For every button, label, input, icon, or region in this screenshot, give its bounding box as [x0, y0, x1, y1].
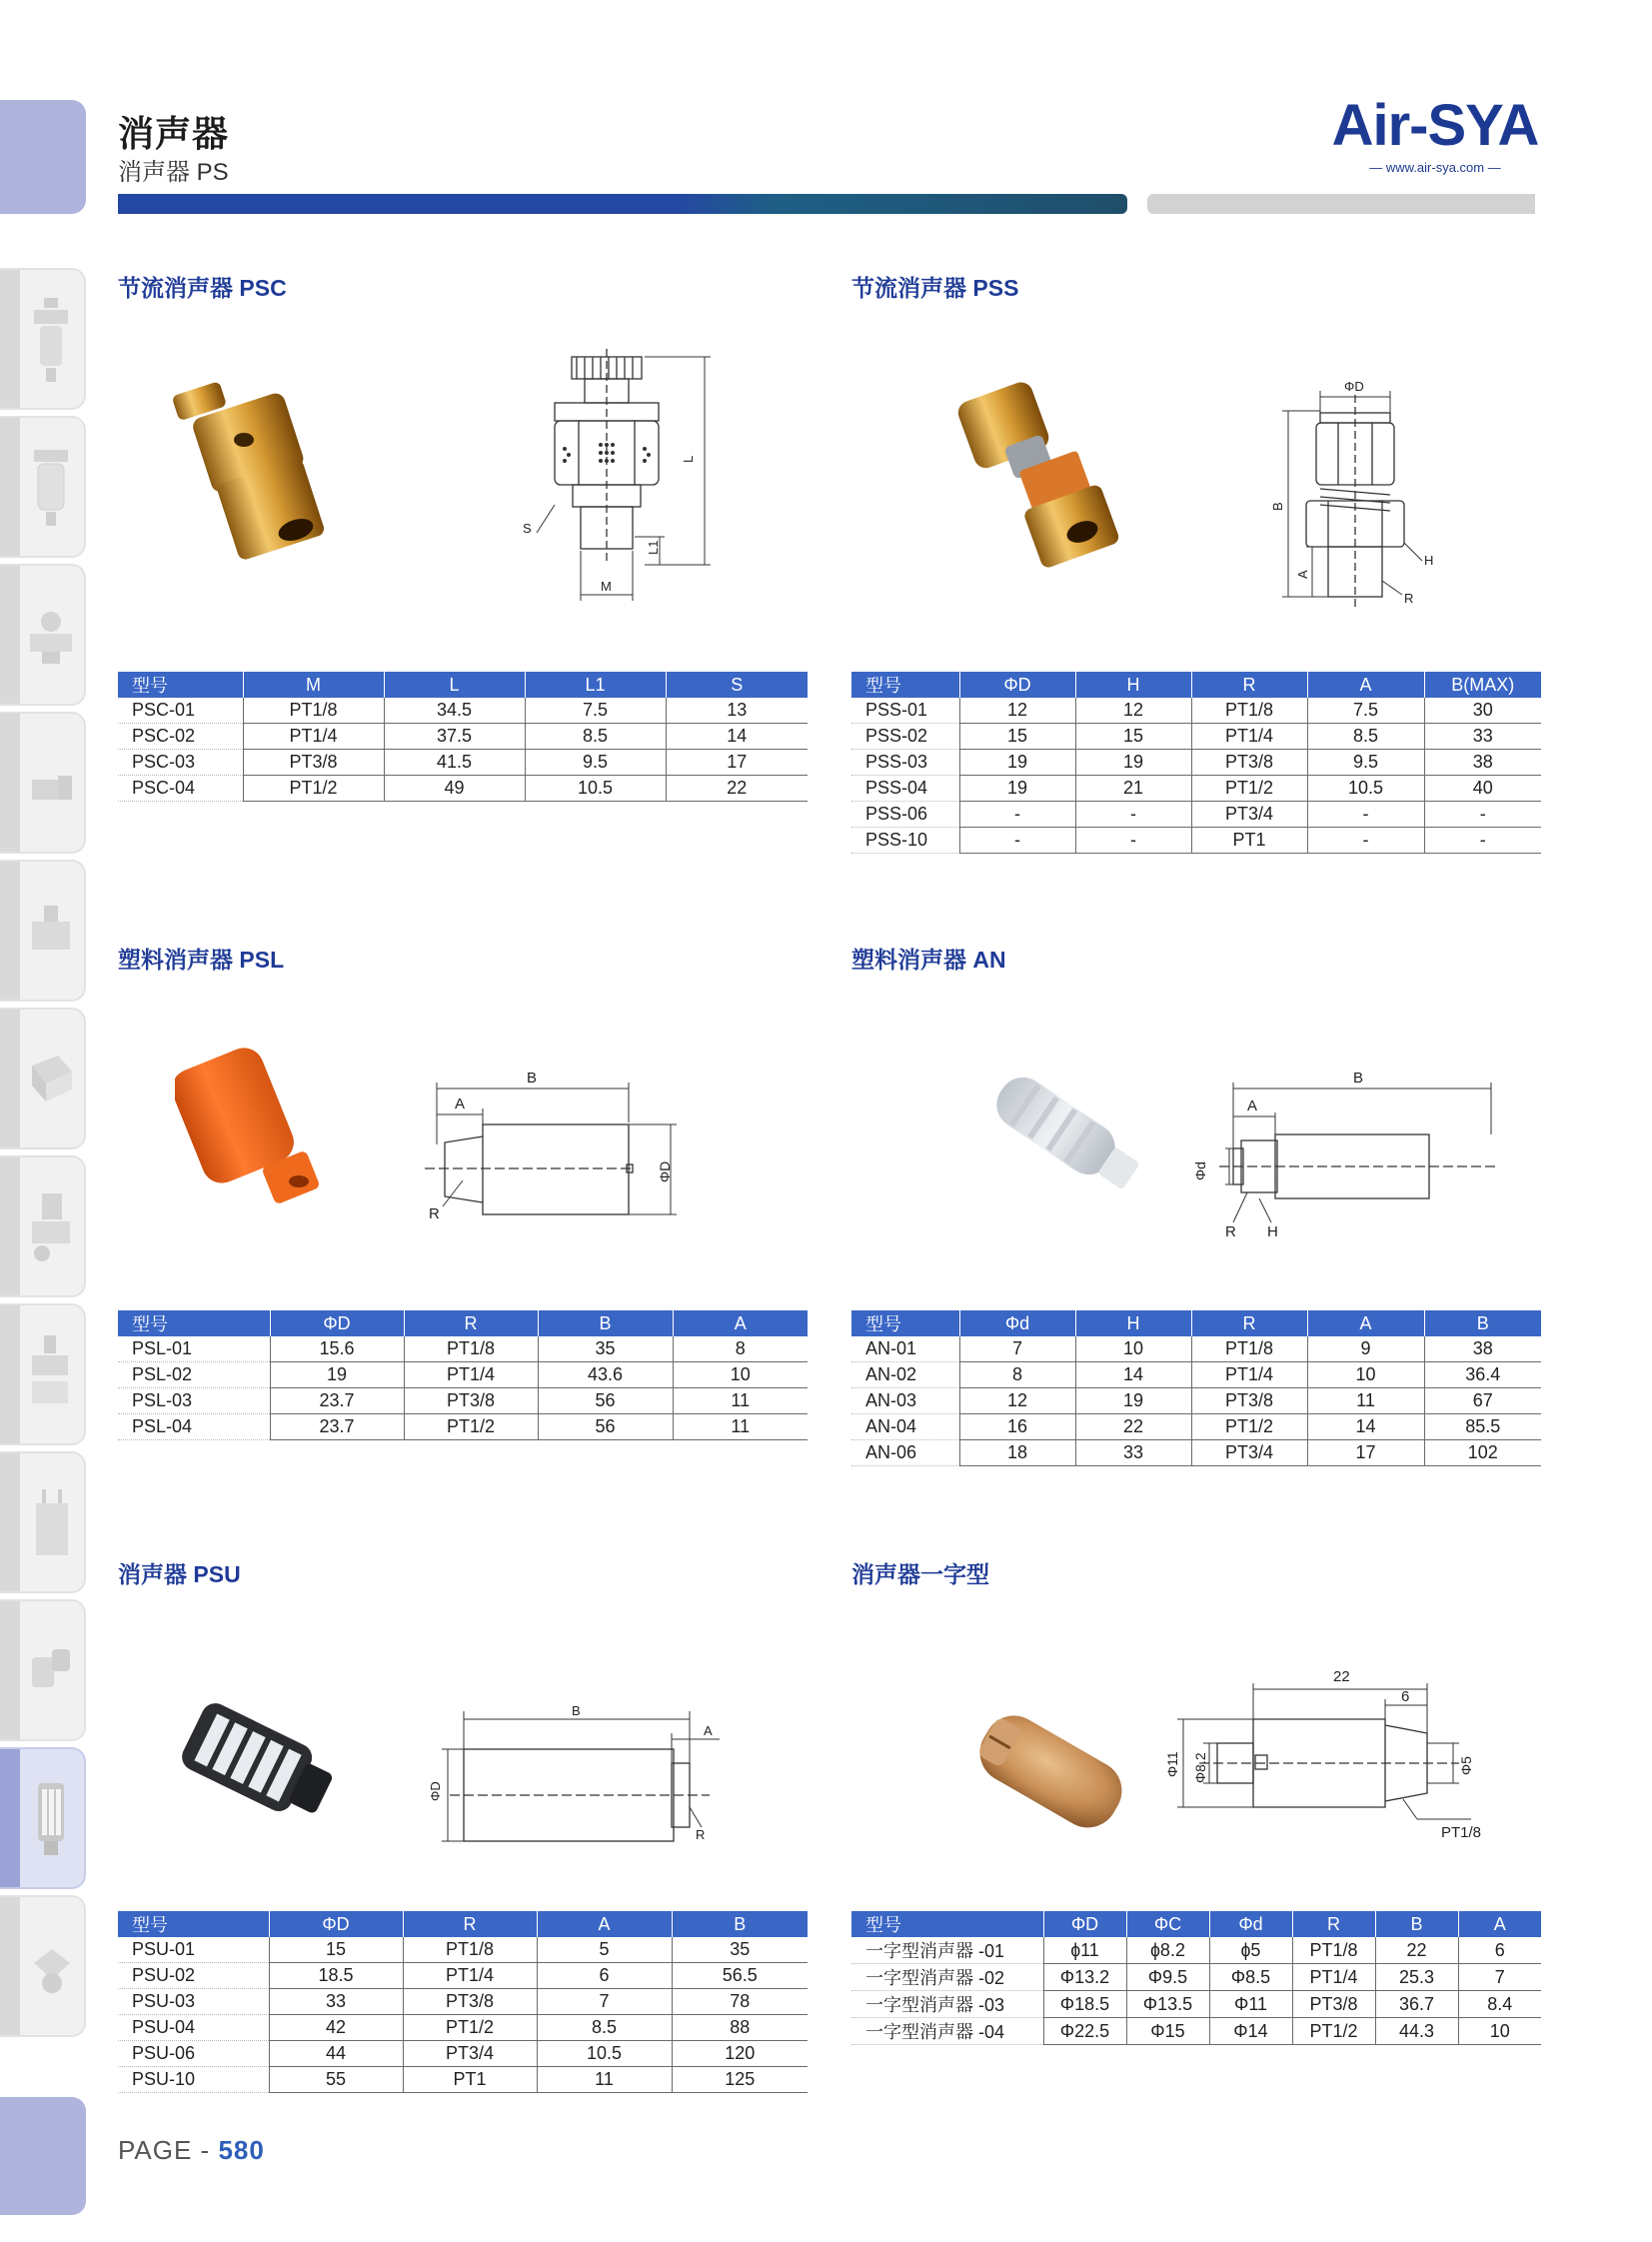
psc-label-m: M	[601, 579, 612, 594]
column-header: A	[537, 1911, 672, 1937]
pss-label-r: R	[1404, 591, 1414, 606]
column-header: Φd	[959, 1310, 1075, 1336]
psu-label-d: ΦD	[428, 1781, 443, 1801]
table-row: PSS-04 19 21 PT1/2 10.5 40	[851, 776, 1541, 802]
pss-title: 节流消声器 PSS	[851, 275, 1019, 301]
psl-table	[118, 1310, 808, 1440]
psc-photo	[170, 370, 350, 570]
table-row: PSU-03 33 PT3/8 7 78	[118, 1989, 808, 2015]
column-header: ΦD	[269, 1911, 403, 1937]
pss-drawing	[1254, 365, 1464, 625]
table-row: PSL-01 15.6 PT1/8 35 8	[118, 1336, 808, 1362]
page-number-prefix: PAGE -	[118, 2135, 219, 2165]
straight-title: 消声器一字型	[851, 1561, 989, 1587]
table-row: AN-01 7 10 PT1/8 9 38	[851, 1336, 1541, 1362]
block-icon	[28, 1036, 74, 1125]
column-header: Φd	[1209, 1911, 1292, 1937]
column-header: B(MAX)	[1424, 672, 1541, 698]
pss-photo	[954, 380, 1134, 570]
header-bar-blue	[118, 194, 1127, 214]
psc-drawing	[515, 345, 720, 605]
psl-label-d: ΦD	[657, 1160, 673, 1182]
pss-label-d: ΦD	[1344, 379, 1364, 394]
table-header-row	[118, 1911, 808, 1937]
table-row: PSS-01 12 12 PT1/8 7.5 30	[851, 698, 1541, 724]
column-header: ΦC	[1126, 1911, 1209, 1937]
column-header: A	[1307, 672, 1424, 698]
pss-label-b: B	[1270, 502, 1285, 511]
column-header: S	[666, 672, 808, 698]
table-header-row	[118, 1310, 808, 1336]
an-table	[851, 1310, 1541, 1466]
table-row: AN-03 12 19 PT3/8 11 67	[851, 1388, 1541, 1414]
table-row: PSL-02 19 PT1/4 43.6 10	[118, 1362, 808, 1388]
an-drawing	[1189, 1065, 1509, 1244]
column-header: 型号	[851, 1310, 959, 1336]
psu-label-a: A	[704, 1723, 713, 1738]
column-header: B	[1424, 1310, 1541, 1336]
psc-table	[118, 672, 808, 802]
column-header: A	[673, 1310, 808, 1336]
psl-label-b: B	[527, 1070, 538, 1087]
column-header: R	[403, 1911, 537, 1937]
pneumatic-valve-icon	[28, 1183, 74, 1273]
table-row: 一字型消声器 -01 ɸ11 ɸ8.2 ɸ5 PT1/8 22 6	[851, 1937, 1541, 1964]
psc-label-l: L	[681, 455, 696, 463]
table-row: PSS-06 - - PT3/4 - -	[851, 802, 1541, 828]
psl-drawing	[415, 1065, 695, 1234]
table-row: PSL-03 23.7 PT3/8 56 11	[118, 1388, 808, 1414]
side-nav-item-air-valve[interactable]	[0, 860, 86, 1002]
column-header: 型号	[851, 672, 959, 698]
column-header: 型号	[851, 1911, 1043, 1937]
straight-label-22: 22	[1333, 1668, 1350, 1685]
column-header: M	[243, 672, 384, 698]
straight-table	[851, 1911, 1541, 2045]
psu-drawing	[420, 1697, 740, 1847]
side-nav-item-accessory[interactable]	[0, 1895, 86, 2037]
column-header: H	[1075, 1310, 1191, 1336]
table-row: PSC-04 PT1/2 49 10.5 22	[118, 776, 808, 802]
table-row: PSS-02 15 15 PT1/4 8.5 33	[851, 724, 1541, 750]
column-header: R	[1191, 1310, 1307, 1336]
table-row: 一字型消声器 -03 Φ18.5 Φ13.5 Φ11 PT3/8 36.7 8.4	[851, 1991, 1541, 2018]
table-row: AN-02 8 14 PT1/4 10 36.4	[851, 1362, 1541, 1388]
column-header: ΦD	[270, 1310, 404, 1336]
an-title: 塑料消声器 AN	[851, 947, 1006, 973]
psl-photo	[175, 1040, 345, 1219]
psl-title: 塑料消声器 PSL	[118, 947, 285, 973]
straight-label-d11: Φ11	[1164, 1751, 1180, 1777]
table-row: PSC-01 PT1/8 34.5 7.5 13	[118, 698, 808, 724]
pss-label-h: H	[1424, 553, 1434, 568]
pss-label-a: A	[1295, 570, 1310, 579]
column-header: 型号	[118, 672, 243, 698]
straight-label-d5: Φ5	[1458, 1756, 1474, 1775]
psc-title: 节流消声器 PSC	[118, 275, 287, 301]
table-header-row	[118, 672, 808, 698]
filter-icon	[28, 444, 74, 534]
brand-url: — www.air-sya.com —	[1369, 160, 1501, 175]
column-header: L1	[525, 672, 666, 698]
column-header: B	[672, 1911, 808, 1937]
psc-label-l1: L1	[646, 540, 661, 555]
psu-table	[118, 1911, 808, 2093]
cylinder-icon	[28, 1479, 74, 1569]
page-title: 消声器	[118, 113, 230, 154]
straight-label-6: 6	[1401, 1688, 1410, 1705]
side-nav-item-block[interactable]	[0, 1008, 86, 1149]
side-nav-item-solenoid[interactable]	[0, 712, 86, 854]
table-row: PSC-02 PT1/4 37.5 8.5 14	[118, 724, 808, 750]
straight-drawing	[1159, 1659, 1519, 1859]
side-nav-item-silencer[interactable]	[0, 1747, 86, 1889]
side-nav-item-switch[interactable]	[0, 1303, 86, 1445]
table-header-row	[851, 1911, 1541, 1937]
table-header-row	[851, 672, 1541, 698]
straight-label-d82: Φ8.2	[1192, 1752, 1208, 1783]
column-header: B	[1375, 1911, 1458, 1937]
column-header: H	[1075, 672, 1191, 698]
table-header-row	[851, 1310, 1541, 1336]
psu-label-r: R	[696, 1827, 706, 1842]
air-valve-icon	[28, 888, 74, 978]
page-number-value: 580	[218, 2135, 265, 2165]
page-subtitle: 消声器 PS	[118, 159, 229, 186]
column-header: 型号	[118, 1310, 270, 1336]
table-row: PSS-03 19 19 PT3/8 9.5 38	[851, 750, 1541, 776]
an-label-d: Φd	[1192, 1161, 1208, 1180]
straight-label-pt: PT1/8	[1441, 1824, 1482, 1841]
accessory-icon	[28, 1923, 74, 2013]
psu-photo	[160, 1694, 340, 1854]
table-row: AN-04 16 22 PT1/2 14 85.5	[851, 1414, 1541, 1440]
side-nav	[0, 268, 88, 2043]
an-label-r: R	[1225, 1223, 1236, 1240]
side-tab-bottom	[0, 2097, 86, 2215]
psl-label-a: A	[455, 1096, 466, 1113]
column-header: R	[1191, 672, 1307, 698]
side-nav-item-pneumatic-valve[interactable]	[0, 1155, 86, 1297]
an-label-h: H	[1267, 1223, 1278, 1240]
an-label-b: B	[1353, 1070, 1364, 1087]
side-nav-item-valve[interactable]	[0, 564, 86, 706]
table-row: PSU-01 15 PT1/8 5 35	[118, 1937, 808, 1963]
solenoid-icon	[28, 740, 74, 830]
column-header: ΦD	[959, 672, 1075, 698]
side-nav-item-fitting[interactable]	[0, 1599, 86, 1741]
an-photo	[949, 1060, 1149, 1229]
header-bar-gray	[1147, 194, 1535, 214]
side-nav-item-filter[interactable]	[0, 416, 86, 558]
table-row: 一字型消声器 -02 Φ13.2 Φ9.5 Φ8.5 PT1/4 25.3 7	[851, 1964, 1541, 1991]
brand-logo: Air-SYA	[1331, 93, 1539, 158]
column-header: R	[1292, 1911, 1375, 1937]
fitting-icon	[28, 1627, 74, 1717]
table-row: PSU-04 42 PT1/2 8.5 88	[118, 2015, 808, 2041]
silencer-icon	[28, 1775, 74, 1865]
column-header: ΦD	[1043, 1911, 1126, 1937]
table-row: PSU-06 44 PT3/4 10.5 120	[118, 2041, 808, 2067]
side-tab-top	[0, 100, 86, 214]
brand	[1329, 93, 1541, 175]
valve-icon	[28, 592, 74, 682]
filter-regulator-icon	[28, 296, 74, 386]
table-row: PSL-04 23.7 PT1/2 56 11	[118, 1414, 808, 1440]
psu-label-b: B	[572, 1703, 581, 1718]
an-label-a: A	[1247, 1098, 1258, 1115]
psc-label-s: S	[523, 521, 532, 536]
table-row: PSU-02 18.5 PT1/4 6 56.5	[118, 1963, 808, 1989]
psu-title: 消声器 PSU	[118, 1561, 241, 1587]
column-header: R	[404, 1310, 538, 1336]
page-number	[118, 2135, 265, 2166]
switch-icon	[28, 1331, 74, 1421]
table-row: 一字型消声器 -04 Φ22.5 Φ15 Φ14 PT1/2 44.3 10	[851, 2018, 1541, 2045]
table-row: PSU-10 55 PT1 11 125	[118, 2067, 808, 2093]
table-row: AN-06 18 33 PT3/4 17 102	[851, 1440, 1541, 1466]
table-row: PSS-10 - - PT1 - -	[851, 828, 1541, 854]
pss-table	[851, 672, 1541, 854]
table-row: PSC-03 PT3/8 41.5 9.5 17	[118, 750, 808, 776]
side-nav-item-cylinder[interactable]	[0, 1451, 86, 1593]
column-header: A	[1307, 1310, 1424, 1336]
column-header: L	[384, 672, 525, 698]
straight-photo	[954, 1699, 1144, 1849]
column-header: B	[538, 1310, 673, 1336]
column-header: 型号	[118, 1911, 269, 1937]
psl-label-r: R	[429, 1205, 440, 1222]
column-header: A	[1458, 1911, 1541, 1937]
side-nav-item-filter-regulator[interactable]	[0, 268, 86, 410]
